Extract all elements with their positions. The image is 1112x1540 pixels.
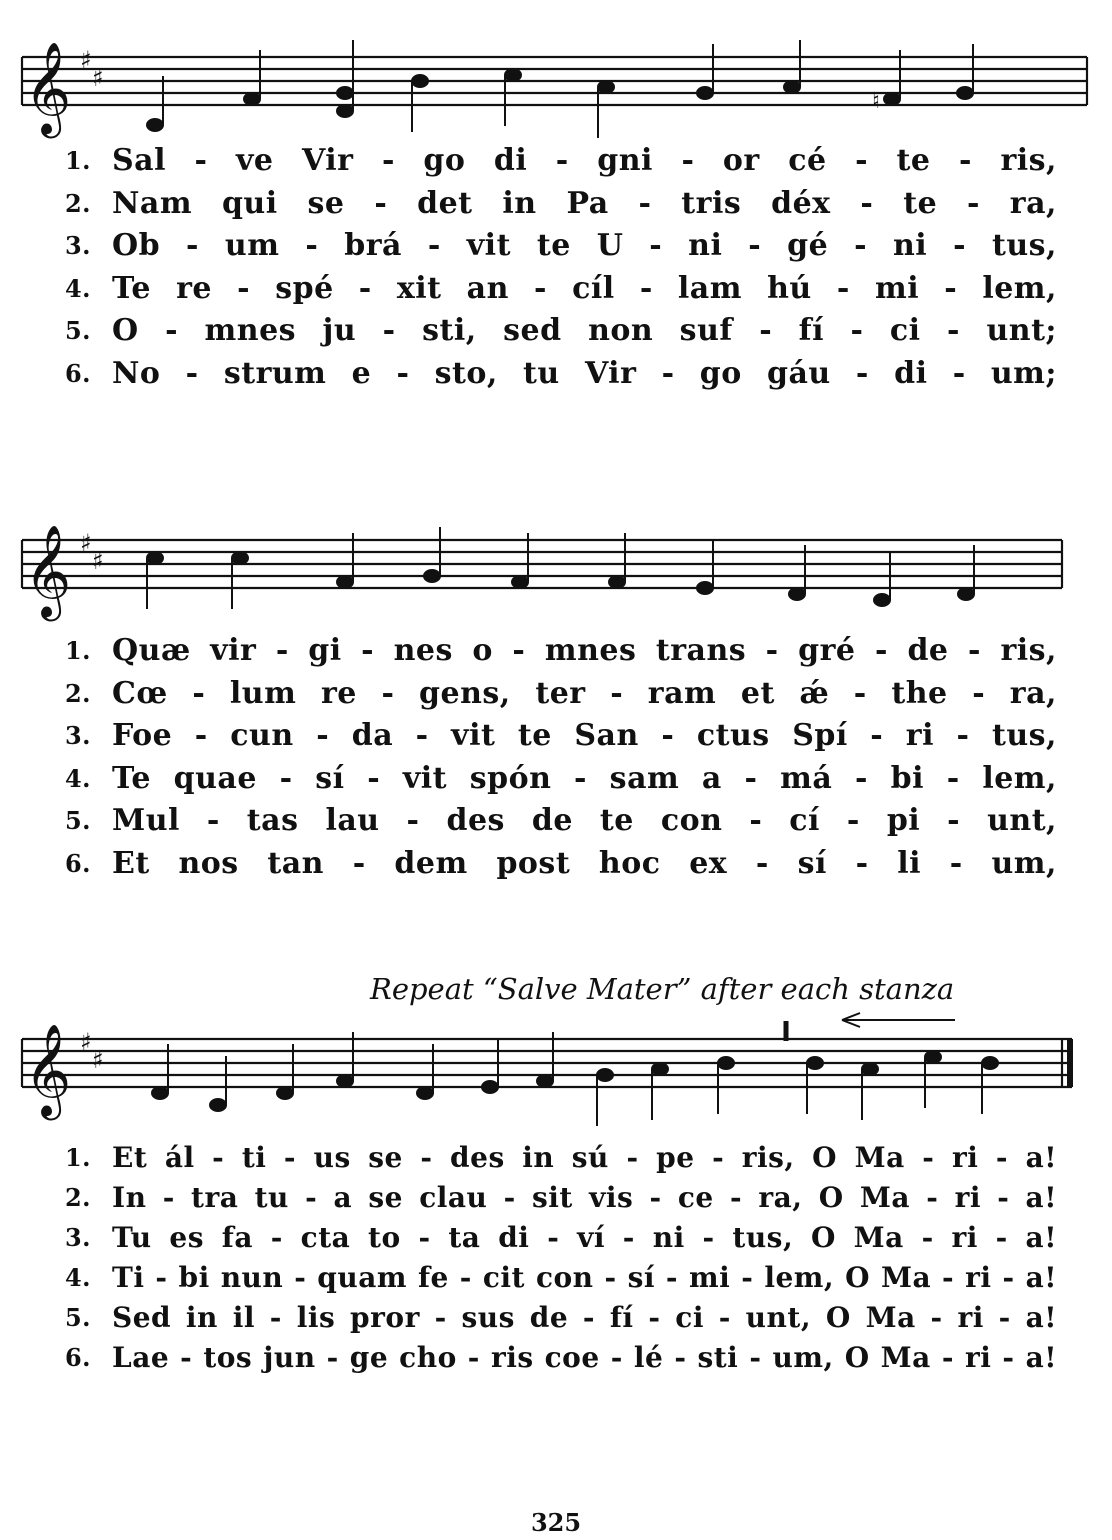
lyric-text: Te re - spé - xit an - cíl - lam hú - mi - lem,: [112, 270, 1057, 306]
lyric-text: Sal - ve Vir - go di - gni - or cé - te - ris,: [112, 143, 1057, 178]
lyric-text: Mul - tas lau - des de te con - cí - pi - unt,: [112, 803, 1057, 838]
staff-3: [0, 985, 1112, 1145]
stanza-number: 4.: [64, 763, 92, 793]
lyric-line: [0, 183, 1112, 226]
lyric-text: Et ál - ti - us se - des in sú - pe - ris, O Ma - ri - a!: [112, 1141, 1057, 1174]
lyric-text: O - mnes ju - sti, sed non suf - fí - ci - unt;: [112, 313, 1057, 348]
svg-text:♯: ♯: [80, 1028, 92, 1056]
lyric-line: [0, 140, 1112, 183]
repeat-instruction: Repeat “Salve Mater” after each stanza: [370, 972, 955, 1006]
stanza-number: 3.: [64, 231, 92, 260]
staff-1: [0, 0, 1112, 150]
lyric-text: Foe - cun - da - vit te San - ctus Spí - ri - tus,: [112, 718, 1057, 753]
stanza-number: 3.: [64, 1223, 92, 1252]
lyric-text: No - strum e - sto, tu Vir - go gáu - di - um;: [112, 355, 1057, 391]
svg-text:♮: ♮: [872, 89, 880, 114]
lyric-line: [0, 268, 1112, 311]
lyric-line: [0, 1338, 1112, 1378]
stanza-number: 1.: [64, 636, 92, 665]
staff-2: [0, 490, 1112, 640]
lyric-line: [0, 673, 1112, 716]
page-number: 325: [530, 1508, 582, 1537]
lyric-line: [0, 843, 1112, 886]
stanza-number: 5.: [64, 806, 92, 835]
svg-text:𝄞: 𝄞: [24, 1023, 72, 1116]
lyric-line: [0, 1138, 1112, 1178]
stanza-number: 1.: [64, 146, 92, 175]
lyric-text: Nam qui se - det in Pa - tris déx - te - ra,: [112, 185, 1057, 221]
lyric-line: [0, 310, 1112, 353]
svg-text:♯: ♯: [92, 1046, 104, 1074]
svg-text:♯: ♯: [80, 529, 92, 557]
stanza-number: 5.: [64, 316, 92, 345]
stanza-number: 2.: [64, 188, 92, 218]
stanza-number: 4.: [64, 273, 92, 303]
lyric-text: Cœ - lum re - gens, ter - ram et ǽ - the - ra,: [112, 675, 1057, 711]
lyric-line: [0, 1218, 1112, 1258]
stanza-number: 2.: [64, 678, 92, 708]
lyric-line: [0, 758, 1112, 801]
lyric-line: [0, 225, 1112, 268]
lyric-line: [0, 353, 1112, 396]
stanza-number: 6.: [64, 848, 92, 878]
lyric-line: [0, 630, 1112, 673]
svg-text:♯: ♯: [92, 64, 104, 92]
lyric-line: [0, 800, 1112, 843]
lyric-line: [0, 1178, 1112, 1218]
stanza-number: 2.: [64, 1183, 92, 1212]
lyric-text: Lae - tos jun - ge cho - ris coe - lé - sti - um, O Ma - ri - a!: [112, 1341, 1057, 1374]
svg-text:♯: ♯: [92, 547, 104, 575]
stanza-number: 6.: [64, 1343, 92, 1372]
lyric-text: Et nos tan - dem post hoc ex - sí - li - um,: [112, 845, 1057, 881]
stanza-number: 5.: [64, 1303, 92, 1332]
svg-text:♯: ♯: [80, 46, 92, 74]
lyric-text: Te quae - sí - vit spón - sam a - má - bi - lem,: [112, 760, 1057, 796]
lyric-text: Ob - um - brá - vit te U - ni - gé - ni - tus,: [112, 228, 1057, 263]
lyric-line: [0, 1258, 1112, 1298]
lyric-text: Sed in il - lis pror - sus de - fí - ci - unt, O Ma - ri - a!: [112, 1301, 1057, 1334]
stanza-number: 3.: [64, 721, 92, 750]
lyric-line: [0, 1298, 1112, 1338]
lyric-text: In - tra tu - a se clau - sit vis - ce - ra, O Ma - ri - a!: [112, 1181, 1057, 1214]
svg-text:𝄞: 𝄞: [24, 41, 72, 134]
lyric-line: [0, 715, 1112, 758]
stanza-number: 1.: [64, 1143, 92, 1172]
lyric-text: Ti - bi nun - quam fe - cit con - sí - mi - lem, O Ma - ri - a!: [112, 1261, 1057, 1294]
svg-text:𝄞: 𝄞: [24, 524, 72, 617]
lyric-text: Tu es fa - cta to - ta di - ví - ni - tus, O Ma - ri - a!: [112, 1221, 1057, 1254]
stanza-number: 6.: [64, 358, 92, 388]
stanza-number: 4.: [64, 1263, 92, 1292]
lyric-text: Quæ vir - gi - nes o - mnes trans - gré - de - ris,: [112, 633, 1057, 668]
